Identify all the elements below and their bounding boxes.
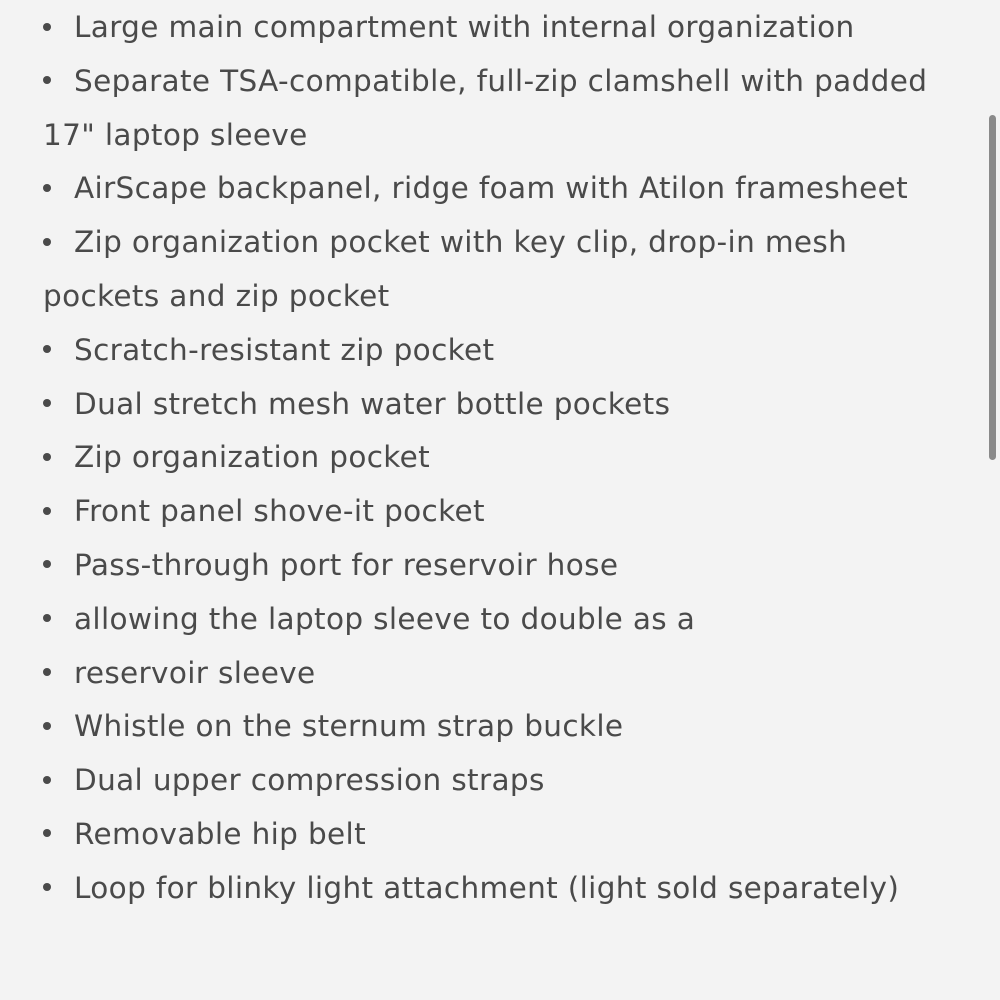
list-item-text: allowing the laptop sleeve to double as a [74,601,696,636]
list-item [43,700,943,754]
list-item-text: reservoir sleeve [74,655,316,690]
bullet-icon [43,668,51,676]
bullet-icon [43,722,51,730]
list-item-text: Pass-through port for reservoir hose [74,547,619,582]
list-item [43,593,943,647]
bullet-icon [43,560,51,568]
feature-list [43,1,943,916]
bullet-icon [43,238,51,246]
list-item-text: Scratch-resistant zip pocket [74,332,495,367]
bullet-icon [43,184,51,192]
bullet-icon [43,453,51,461]
list-item [43,55,943,163]
bullet-icon [43,345,51,353]
bullet-icon [43,829,51,837]
list-item [43,1,943,55]
list-item-text: Loop for blinky light attachment (light sold separately) [74,870,900,905]
vertical-scrollbar[interactable] [986,0,1000,1000]
bullet-icon [43,883,51,891]
list-item-text: Zip organization pocket with key clip, drop-in mesh pockets and zip pocket [43,225,848,313]
list-item-text: Zip organization pocket [74,440,431,475]
list-item-text: Dual stretch mesh water bottle pockets [74,386,671,421]
bullet-icon [43,399,51,407]
list-item [43,647,943,701]
list-item [43,754,943,808]
list-item [43,485,943,539]
bullet-icon [43,614,51,622]
bullet-icon [43,776,51,784]
list-item [43,862,943,916]
list-item [43,162,943,216]
list-item-text: Large main compartment with internal organization [74,10,855,44]
bullet-icon [43,507,51,515]
list-item [43,431,943,485]
list-item-text: AirScape backpanel, ridge foam with Atilon framesheet [74,171,909,206]
bullet-icon [43,76,51,84]
list-item-text: Dual upper compression straps [74,763,545,798]
list-item [43,324,943,378]
list-item [43,216,943,324]
list-item [43,539,943,593]
bullet-icon [43,23,51,31]
list-item [43,378,943,432]
list-item-text: Removable hip belt [74,816,367,851]
list-item-text: Whistle on the sternum strap buckle [74,709,624,744]
scrollbar-thumb[interactable] [989,115,996,460]
list-item [43,808,943,862]
list-item-text: Separate TSA-compatible, full-zip clamshell with padded 17" laptop sleeve [43,63,928,152]
list-item-text: Front panel shove-it pocket [74,494,485,529]
